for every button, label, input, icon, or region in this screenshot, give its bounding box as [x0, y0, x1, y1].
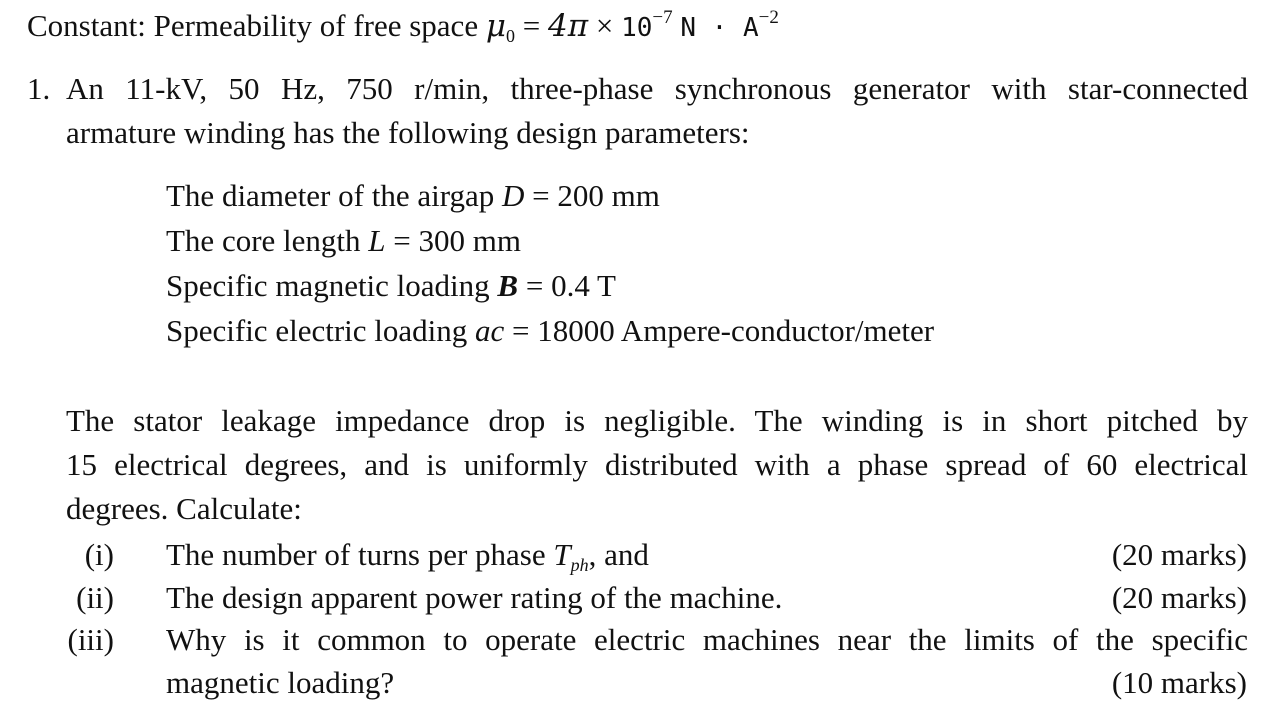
part-i-var: T	[553, 537, 571, 572]
param-label: Specific electric loading	[166, 313, 476, 348]
mu-symbol: μ	[485, 8, 506, 44]
param-electric-loading	[166, 311, 934, 351]
body-line-2: 15 electrical degrees, and is uniformly distributed with a phase spread of 60 electrical	[66, 447, 1248, 482]
part-iii-marks: (10 marks)	[1111, 665, 1247, 700]
param-label: The diameter of the airgap	[166, 178, 502, 213]
param-value: = 200 mm	[524, 178, 660, 213]
param-value: = 18000 Ampere-conductor/meter	[504, 313, 935, 348]
part-iii-label: (iii)	[67, 622, 114, 657]
part-i-text-a: The number of turns per phase	[166, 537, 554, 572]
param-magnetic-loading	[166, 266, 616, 306]
mu-subscript: 0	[505, 26, 515, 46]
constant-label: Constant: Permeability of free space	[27, 8, 479, 43]
param-var: ac	[475, 313, 505, 348]
ten-exponent: −7	[652, 7, 673, 28]
coefficient: 4π	[547, 8, 589, 44]
part-i-text-b: , and	[588, 537, 649, 572]
body-line-3: degrees. Calculate:	[66, 491, 302, 526]
question-body	[66, 399, 1248, 531]
param-var: L	[368, 223, 386, 258]
part-i-text	[166, 535, 649, 575]
param-label: Specific magnetic loading	[166, 268, 498, 303]
param-diameter	[166, 176, 660, 216]
question-intro	[66, 67, 1248, 155]
question-number: 1.	[27, 71, 51, 106]
part-iii-text-line-2: magnetic loading?	[166, 665, 395, 700]
param-value: = 300 mm	[385, 223, 521, 258]
part-ii-text: The design apparent power rating of the machine.	[166, 580, 783, 615]
param-label: The core length	[166, 223, 369, 258]
part-iii-text-line-1: Why is it common to operate electric machines near the limits of the specific	[166, 622, 1248, 657]
equals-sign: =	[522, 8, 541, 43]
param-var: B	[497, 268, 519, 303]
param-value: = 0.4 T	[518, 268, 616, 303]
param-core-length	[166, 221, 521, 261]
intro-line-2: armature winding has the following design parameters:	[66, 115, 750, 150]
ten-base: 10	[621, 13, 653, 43]
param-var: D	[501, 178, 525, 213]
unit-exponent: −2	[758, 7, 779, 28]
constant-line	[27, 6, 779, 48]
part-i-label: (i)	[84, 537, 114, 572]
body-line-1: The stator leakage impedance drop is negligible. The winding is in short pitched by	[66, 403, 1248, 438]
part-i-var-sub: ph	[570, 555, 589, 575]
part-ii-label: (ii)	[76, 580, 114, 615]
times-sign: ×	[595, 8, 614, 43]
unit: N · A	[680, 13, 759, 43]
part-ii-marks: (20 marks)	[1111, 580, 1247, 615]
part-i-marks: (20 marks)	[1111, 537, 1247, 572]
intro-line-1: An 11-kV, 50 Hz, 750 r/min, three-phase synchronous generator with star-connected	[66, 71, 1248, 106]
